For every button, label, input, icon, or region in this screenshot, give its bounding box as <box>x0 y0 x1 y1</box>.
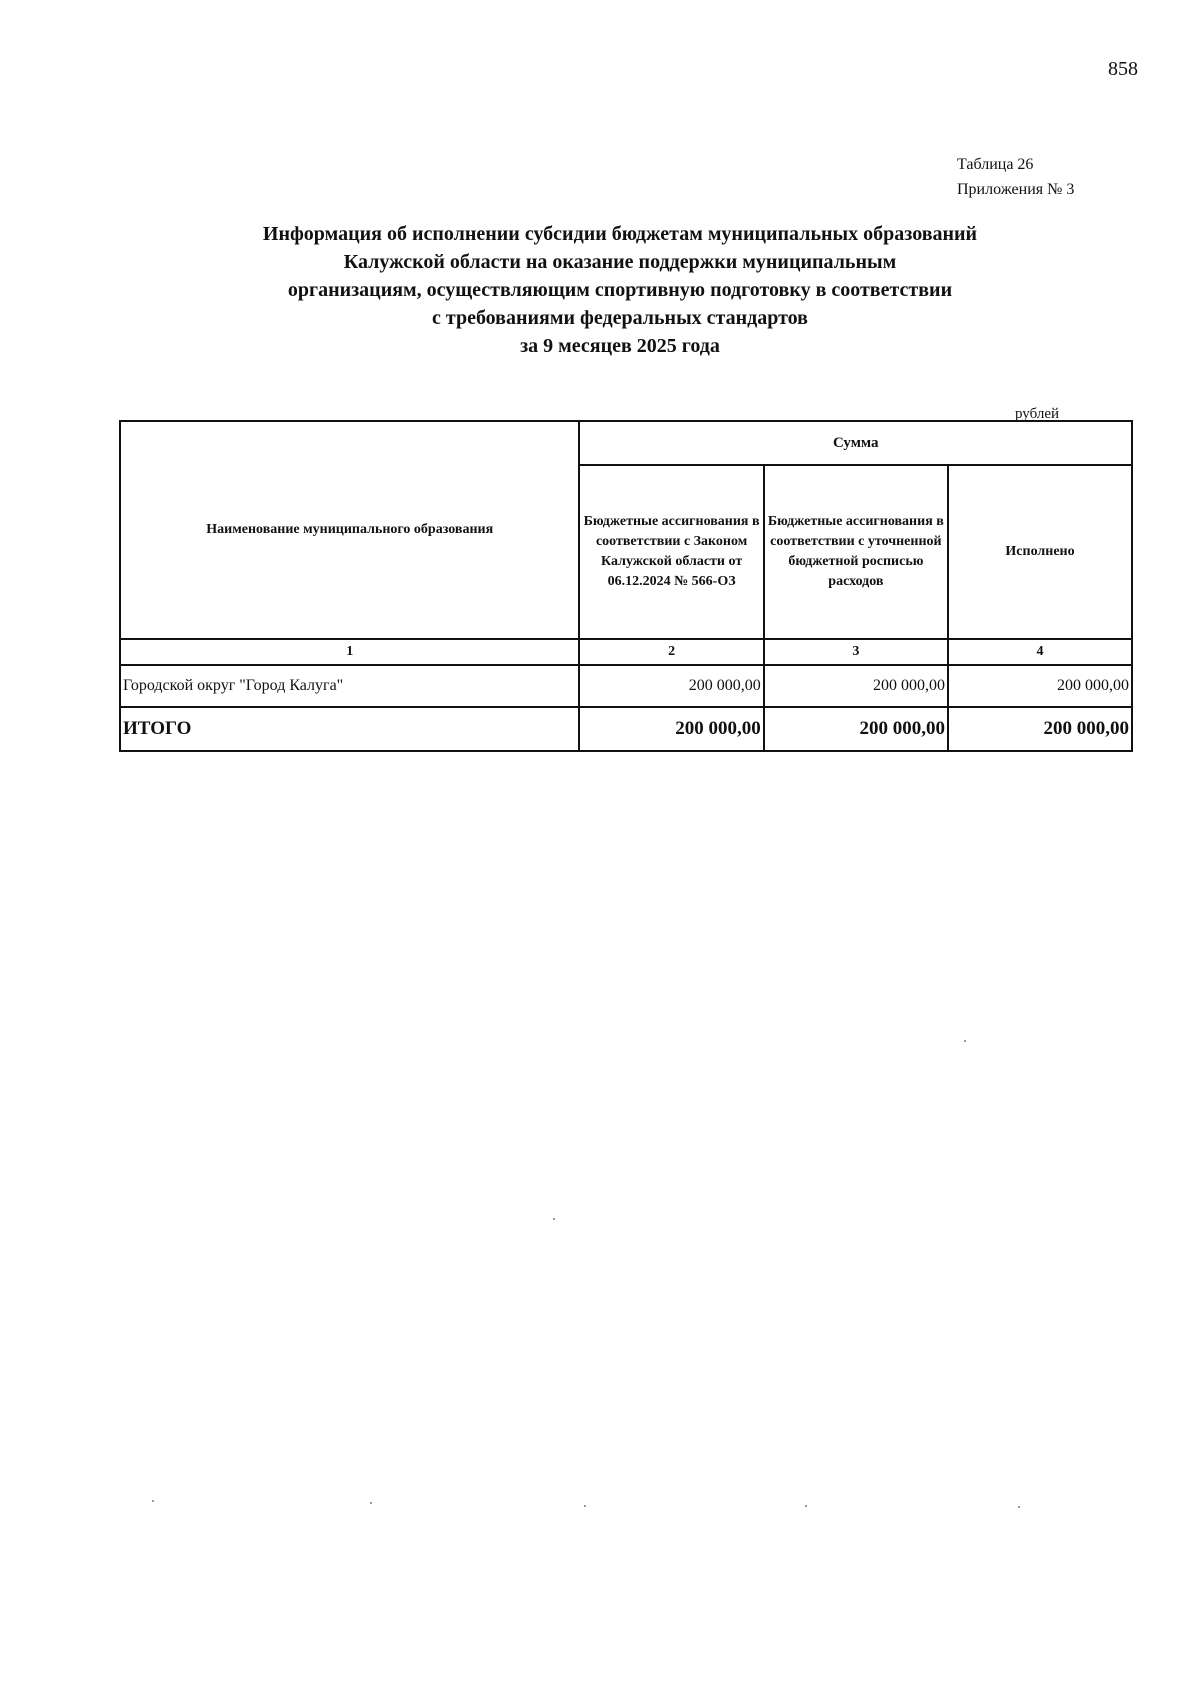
scan-speck <box>584 1505 586 1507</box>
col-number: 3 <box>764 639 948 665</box>
document-title <box>220 220 1020 360</box>
appendix-label: Приложения № 3 <box>957 181 1075 198</box>
table-reference <box>957 152 1074 202</box>
units-label: рублей <box>1015 406 1060 422</box>
title-line: Информация об исполнении субсидии бюджетам муниципальных образований <box>262 223 978 245</box>
report-table <box>119 420 1133 752</box>
header-row <box>120 421 1132 465</box>
col3-header: Бюджетные ассигнования в соответствии с уточненной бюджетной росписью расходов <box>764 465 948 639</box>
title-line: с требованиями федеральных стандартов <box>432 307 808 329</box>
col-number: 1 <box>120 639 579 665</box>
scan-speck <box>370 1502 372 1504</box>
col-number: 4 <box>948 639 1132 665</box>
total-label: ИТОГО <box>120 707 579 751</box>
municipality-name: Городской округ "Город Калуга" <box>120 665 579 707</box>
col4-header: Исполнено <box>948 465 1132 639</box>
col-name-header: Наименование муниципального образования <box>120 421 579 639</box>
total-budget-law-value: 200 000,00 <box>579 707 763 751</box>
page-number: 858 <box>1108 58 1138 80</box>
title-line: организациям, осуществляющим спортивную подготовку в соответствии <box>287 279 953 301</box>
col-number: 2 <box>579 639 763 665</box>
table-label: Таблица 26 <box>957 156 1034 173</box>
budget-law-value: 200 000,00 <box>579 665 763 707</box>
column-number-row <box>120 639 1132 665</box>
total-executed-value: 200 000,00 <box>948 707 1132 751</box>
total-row <box>120 707 1132 751</box>
total-budget-refined-value: 200 000,00 <box>764 707 948 751</box>
col2-header: Бюджетные ассигнования в соответствии с Законом Калужской области от 06.12.2024 № 566-ОЗ <box>579 465 763 639</box>
budget-refined-value: 200 000,00 <box>764 665 948 707</box>
title-line: за 9 месяцев 2025 года <box>520 335 720 357</box>
sum-header: Сумма <box>579 421 1132 465</box>
scan-speck <box>964 1040 966 1042</box>
scan-speck <box>1018 1506 1020 1508</box>
title-line: Калужской области на оказание поддержки муниципальным <box>343 251 897 273</box>
executed-value: 200 000,00 <box>948 665 1132 707</box>
scan-speck <box>152 1500 154 1502</box>
table-row <box>120 665 1132 707</box>
scan-speck <box>553 1218 555 1220</box>
scan-speck <box>805 1505 807 1507</box>
